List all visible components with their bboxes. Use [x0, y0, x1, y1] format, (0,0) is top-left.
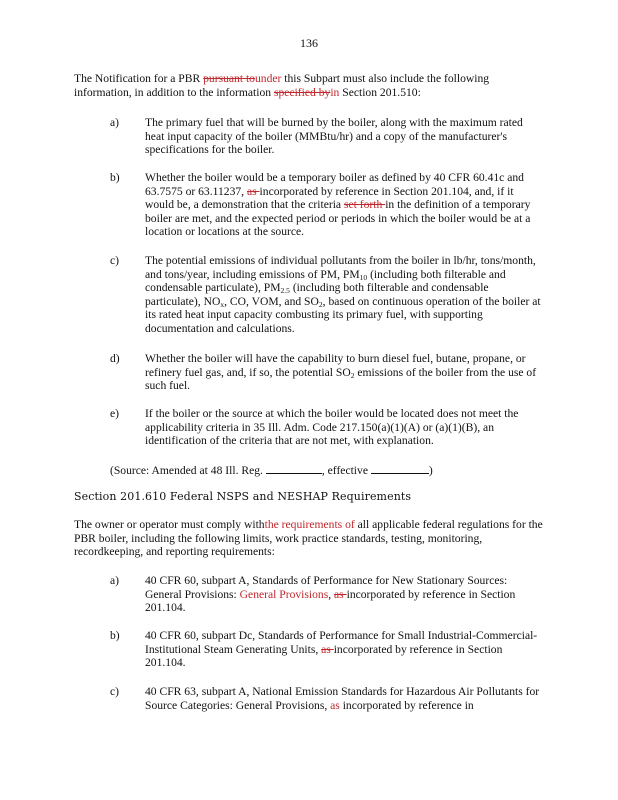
blank-line-volume: [266, 462, 322, 474]
section-intro-paragraph: The owner or operator must comply withthe requirements of all applicable federal regulations for the PBR boiler, including the following limits, work practice standards, testing, monitoring, recordkeeping, and reporting requirements:: [74, 518, 543, 559]
item-text: Whether the boiler would be a temporary boiler as defined by 40 CFR 60.41c and 63.7575 or 63.11237, as incorporated by reference in Section 201.104, and, if it would be, a demonstration that the criteria set forth in the definition of a temporary boiler are met, and the expected period or periods in which the boiler would be at a location or locations at the source.: [145, 171, 531, 239]
inserted-text: General Provisions: [239, 587, 329, 601]
item-text: The primary fuel that will be burned by the boiler, along with the maximum rated heat input capacity of the boiler (MMBtu/hr) and a copy of the manufacturer's specifications for the boiler.: [145, 116, 523, 157]
inserted-text: the requirements of: [264, 518, 355, 531]
deleted-text: specified by: [273, 85, 331, 99]
item-text: 40 CFR 60, subpart A, Standards of Performance for New Stationary Sources: General Provisions: General Provisions, as incorporated by reference in Section 201.104.: [145, 574, 516, 615]
item-label: a): [110, 574, 120, 587]
intro-text-1: The Notification for a PBR: [74, 72, 204, 85]
intro-paragraph: [74, 72, 544, 99]
item-label: c): [110, 685, 120, 698]
source-note: (Source: Amended at 48 Ill. Reg. , effective ): [110, 464, 433, 477]
item-text: Whether the boiler will have the capability to burn diesel fuel, butane, propane, or refinery fuel gas, and, if so, the potential $SO_2$ emissions of the boiler from the use of such fuel.: [145, 352, 537, 393]
blank-line-date: [371, 462, 429, 474]
inserted-text: in: [330, 85, 340, 99]
item-label: e): [110, 407, 120, 420]
item-text: 40 CFR 63, subpart A, National Emission Standards for Hazardous Air Pollutants for Source Categories: General Provisions, as incorporated by reference in: [145, 685, 540, 712]
section-heading: Section 201.610 Federal NSPS and NESHAP Requirements: [74, 490, 412, 503]
item-text: The potential emissions of individual pollutants from the boiler in lb/hr, tons/month, and tons/year, including emissions of PM, $PM_{10}$ (including both filterable and condensable particulate), $PM_{2.5}$ (including both filterable and condensable particulate), $NO_x$, CO, VOM, and $SO_2$, based on continuous operation of the boiler at its rated heat input capacity combusting its primary fuel, with supporting documentation and calculations.: [145, 254, 541, 335]
item-text: If the boiler or the source at which the boiler would be located does not meet the applicability criteria in 35 Ill. Adm. Code 217.150(a)(1)(A) or (a)(1)(B), an identification of the criteria that are not met, with explanation.: [145, 407, 519, 448]
item-label: d): [110, 352, 120, 365]
deleted-text: set forth: [343, 198, 386, 212]
inserted-text: under: [254, 72, 282, 85]
deleted-text: pursuant to: [203, 72, 255, 85]
page-number: 136: [300, 36, 318, 50]
item-label: c): [110, 254, 120, 267]
item-text: 40 CFR 60, subpart Dc, Standards of Performance for Small Industrial-Commercial-Institutional Steam Generating Units, as incorporated by reference in Section 201.104.: [145, 629, 538, 670]
item-label: b): [110, 171, 120, 184]
item-label: a): [110, 116, 120, 129]
intro-text-3: Section 201.510:: [339, 85, 421, 99]
deleted-text: as: [334, 587, 347, 601]
deleted-text: as: [321, 642, 334, 656]
deleted-text: as: [246, 184, 260, 198]
item-label: b): [110, 629, 120, 642]
intro-text-2: this Subpart must also include the following information, in addition to the information: [74, 72, 490, 99]
inserted-text: as: [330, 698, 340, 712]
